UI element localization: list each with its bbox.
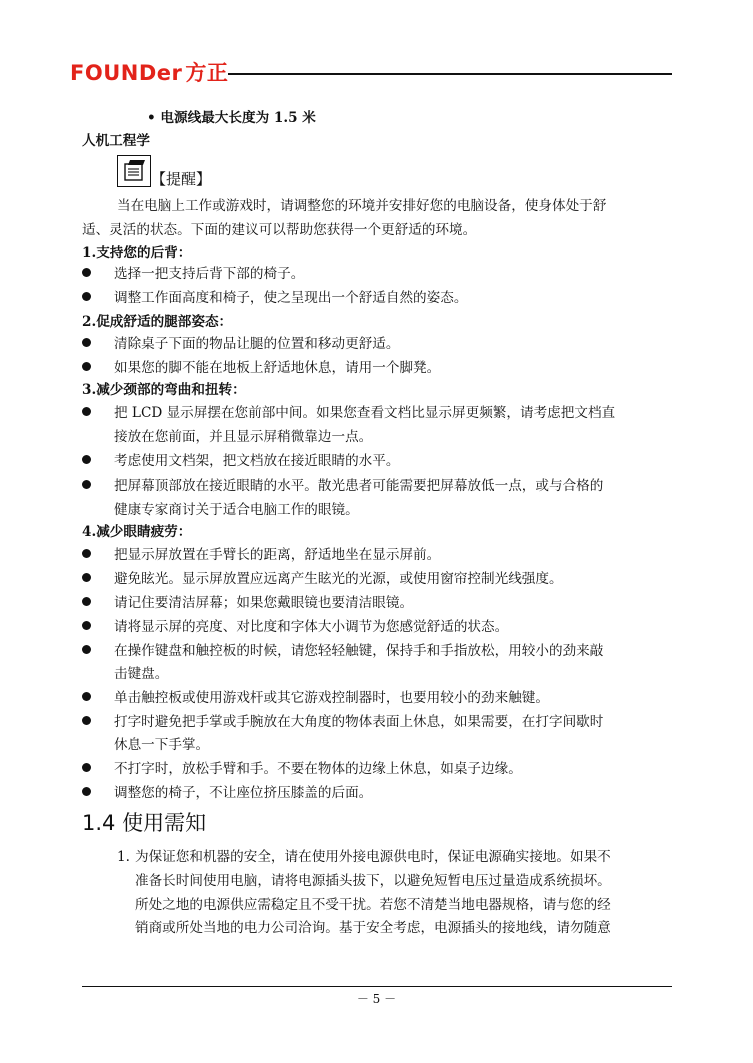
bullet	[82, 597, 91, 606]
usage-line-1: 为保证您和机器的安全，请在使用外接电源供电时，保证电源确实接地。如果不	[135, 849, 611, 865]
ergonomics-heading: 人机工程学	[82, 133, 150, 149]
bullet	[82, 268, 91, 277]
bullet	[82, 692, 91, 701]
list-item: 调整您的椅子，不让座位挤压膝盖的后面。	[114, 785, 373, 801]
list-item: 不打字时，放松手臂和手。不要在物体的边缘上休息，如桌子边缘。	[114, 761, 522, 777]
section-title: 1.支持您的后背：	[82, 245, 192, 261]
list-item-cont: 击键盘。	[114, 666, 169, 682]
list-item: 把屏幕顶部放在接近眼睛的水平。散光患者可能需要把屏幕放低一点，或与合格的	[114, 478, 604, 494]
page-number: － 5 －	[356, 992, 397, 1006]
bullet	[82, 787, 91, 796]
bullet	[82, 645, 91, 654]
list-item-cont: 休息一下手掌。	[114, 737, 210, 753]
list-item-cont: 健康专家商讨关于适合电脑工作的眼镜。	[114, 502, 359, 518]
usage-line-3: 所处之地的电源供应需稳定且不受干扰。若您不清楚当地电器规格，请与您的经	[135, 897, 611, 913]
list-item: 调整工作面高度和椅子，使之呈现出一个舒适自然的姿态。	[114, 290, 468, 306]
section-title: 4.减少眼睛疲劳：	[82, 524, 192, 540]
note-icon	[117, 155, 151, 187]
list-item-cont: 接放在您前面，并且显示屏稍微靠边一点。	[114, 429, 373, 445]
list-item: 单击触控板或使用游戏杆或其它游戏控制器时，也要用较小的劲来触键。	[114, 690, 549, 706]
reminder-label: 【提醒】	[151, 170, 212, 188]
list-item: 请将显示屏的亮度、对比度和字体大小调节为您感觉舒适的状态。	[114, 619, 509, 635]
page-header	[70, 60, 672, 86]
section-title: 3.减少颈部的弯曲和扭转：	[82, 382, 246, 398]
bullet	[82, 338, 91, 347]
reminder-line-2: 适、灵活的状态。下面的建议可以帮助您获得一个更舒适的环境。	[82, 222, 477, 238]
notepad-icon	[118, 156, 149, 185]
usage-line-2: 准备长时间使用电脑，请将电源插头拔下，以避免短暂电压过量造成系统损坏。	[135, 873, 611, 889]
bullet	[82, 407, 91, 416]
logo-cn: 方正	[185, 61, 229, 85]
bullet	[82, 549, 91, 558]
bullet	[82, 292, 91, 301]
founder-logo	[70, 60, 228, 86]
list-item: 把显示屏放置在手臂长的距离，舒适地坐在显示屏前。	[114, 547, 441, 563]
bullet	[82, 362, 91, 371]
logo-latin: FOUNDer	[70, 61, 183, 85]
bullet	[82, 480, 91, 489]
section-title: 2.促成舒适的腿部姿态：	[82, 314, 233, 330]
list-item: 请记住要清洁屏幕；如果您戴眼镜也要清洁眼镜。	[114, 595, 414, 611]
footer-rule	[82, 986, 672, 987]
bullet	[82, 763, 91, 772]
list-item: 清除桌子下面的物品让腿的位置和移动更舒适。	[114, 336, 400, 352]
usage-line-4: 销商或所处当地的电力公司洽询。基于安全考虑，电源插头的接地线，请勿随意	[135, 920, 611, 936]
bullet	[82, 455, 91, 464]
bullet	[82, 621, 91, 630]
reminder-line-1: 当在电脑上工作或游戏时，请调整您的环境并安排好您的电脑设备，使身体处于舒	[117, 198, 607, 214]
list-item: 把 LCD 显示屏摆在您前部中间。如果您查看文档比显示屏更频繁，请考虑把文档直	[114, 405, 616, 421]
list-item: 考虑使用文档架，把文档放在接近眼睛的水平。	[114, 453, 400, 469]
list-item: 选择一把支持后背下部的椅子。	[114, 266, 305, 282]
list-item: 避免眩光。显示屏放置应远离产生眩光的光源，或使用窗帘控制光线强度。	[114, 571, 563, 587]
list-item: 在操作键盘和触控板的时候，请您轻轻触键，保持手和手指放松，用较小的劲来敲	[114, 643, 604, 659]
usage-section-title: 1.4 使用需知	[82, 811, 207, 835]
header-rule	[228, 73, 672, 75]
list-item: 打字时避免把手掌或手腕放在大角度的物体表面上休息，如果需要，在打字间歇时	[114, 714, 604, 730]
bullet	[82, 573, 91, 582]
power-cord-spec: • 电源线最大长度为 1.5 米	[147, 110, 316, 126]
usage-number: 1.	[117, 849, 130, 865]
bullet	[82, 716, 91, 725]
list-item: 如果您的脚不能在地板上舒适地休息，请用一个脚凳。	[114, 360, 441, 376]
